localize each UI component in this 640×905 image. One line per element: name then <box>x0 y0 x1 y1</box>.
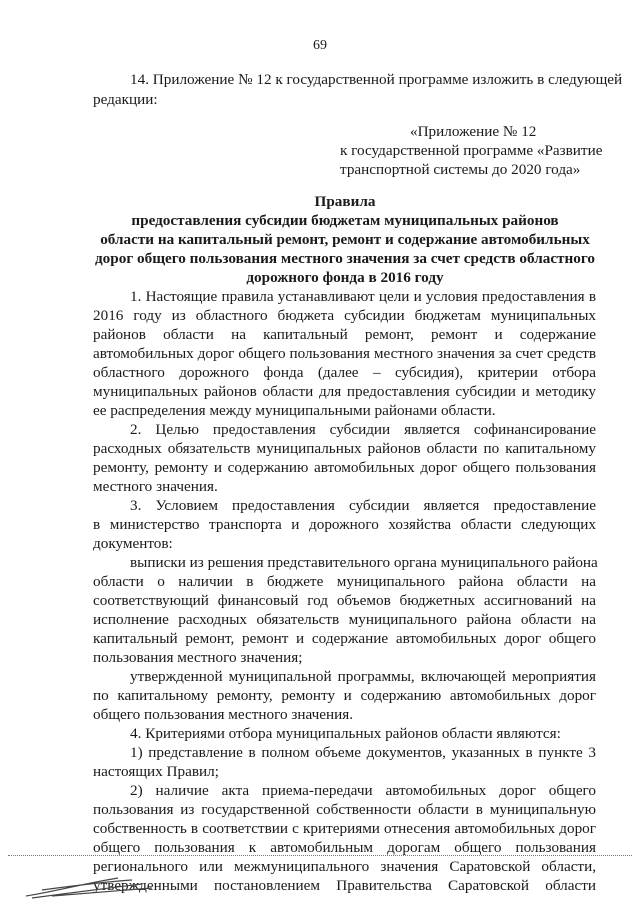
paragraph-line: регионального или межмуниципального значения Саратовской области, <box>93 858 596 875</box>
paragraph-line: утвержденной муниципальной программы, включающей мероприятия <box>130 668 596 685</box>
paragraph-line: муниципальных районов области для предоставления субсидии и методику <box>93 383 596 400</box>
appendix-caption: «Приложение № 12 <box>410 123 537 140</box>
paragraph-line: 4. Критериями отбора муниципальных районов области являются: <box>130 725 561 742</box>
paragraph-line: 1) представление в полном объеме документов, указанных в пункте 3 <box>130 744 596 761</box>
document-subtitle: дорожного фонда в 2016 году <box>246 269 444 286</box>
appendix-caption: транспортной системы до 2020 года» <box>340 161 581 178</box>
paragraph-line: документов: <box>93 535 173 552</box>
page-number: 69 <box>313 38 327 53</box>
paragraph-line: 2. Целью предоставления субсидии является софинансирование <box>130 421 596 438</box>
paragraph-line: 2016 году из областного бюджета субсидии бюджетам муниципальных <box>93 307 596 324</box>
appendix-caption: к государственной программе «Развитие <box>340 142 603 159</box>
paragraph-line: общего пользования местного значения. <box>93 706 354 723</box>
paragraph-line: ремонту, ремонту и содержанию автомобильных дорог общего пользования <box>93 459 596 476</box>
paragraph-line: местного значения. <box>93 478 218 495</box>
document-subtitle: области на капитальный ремонт, ремонт и содержание автомобильных <box>100 231 590 248</box>
paragraph-line: 3. Условием предоставления субсидии является предоставление <box>130 497 596 514</box>
footer-divider <box>8 855 632 856</box>
paragraph-line: по капитальному ремонту, ремонту и содержанию автомобильных дорог <box>93 687 596 704</box>
paragraph-line: пользования из государственной собственности области в муниципальную <box>93 801 596 818</box>
paragraph-line: пользования местного значения; <box>93 649 303 666</box>
document-subtitle: предоставления субсидии бюджетам муниципальных районов <box>131 212 559 229</box>
paragraph-line: 1. Настоящие правила устанавливают цели и условия предоставления в <box>130 288 596 305</box>
document-title: Правила <box>314 193 376 210</box>
signature-mark <box>22 872 162 902</box>
paragraph-line: капитальный ремонт, ремонт и содержание автомобильных дорог общего <box>93 630 596 647</box>
paragraph-line: расходных обязательств муниципальных районов области по капитальному <box>93 440 596 457</box>
paragraph-line: районов области на капитальный ремонт, ремонт и содержание <box>93 326 596 343</box>
paragraph-line: исполнение расходных обязательств муниципального района области на <box>93 611 596 628</box>
intro-line: редакции: <box>93 91 158 108</box>
paragraph-line: в министерство транспорта и дорожного хозяйства области следующих <box>93 516 596 533</box>
paragraph-line: ее распределения между муниципальными районами области. <box>93 402 496 419</box>
paragraph-line: соответствующий финансовый год объемов бюджетных ассигнований на <box>93 592 596 609</box>
intro-line: 14. Приложение № 12 к государственной программе изложить в следующей <box>130 71 623 88</box>
paragraph-line: собственность в соответствии с критериями отнесения автомобильных дорог <box>93 820 596 837</box>
document-subtitle: дорог общего пользования местного значения за счет средств областного <box>95 250 595 267</box>
paragraph-line: автомобильных дорог общего пользования местного значения за счет средств <box>93 345 596 362</box>
paragraph-line: настоящих Правил; <box>93 763 219 780</box>
paragraph-line: областного дорожного фонда (далее – субсидия), критерии отбора <box>93 364 596 381</box>
paragraph-line: выписки из решения представительного органа муниципального района <box>130 554 598 571</box>
paragraph-line: общего пользования к автомобильным дорогам общего пользования <box>93 839 596 856</box>
paragraph-line: области о наличии в бюджете муниципального района области на <box>93 573 596 590</box>
paragraph-line: утвержденными постановлением Правительства Саратовской области <box>93 877 596 894</box>
paragraph-line: 2) наличие акта приема-передачи автомобильных дорог общего <box>130 782 596 799</box>
